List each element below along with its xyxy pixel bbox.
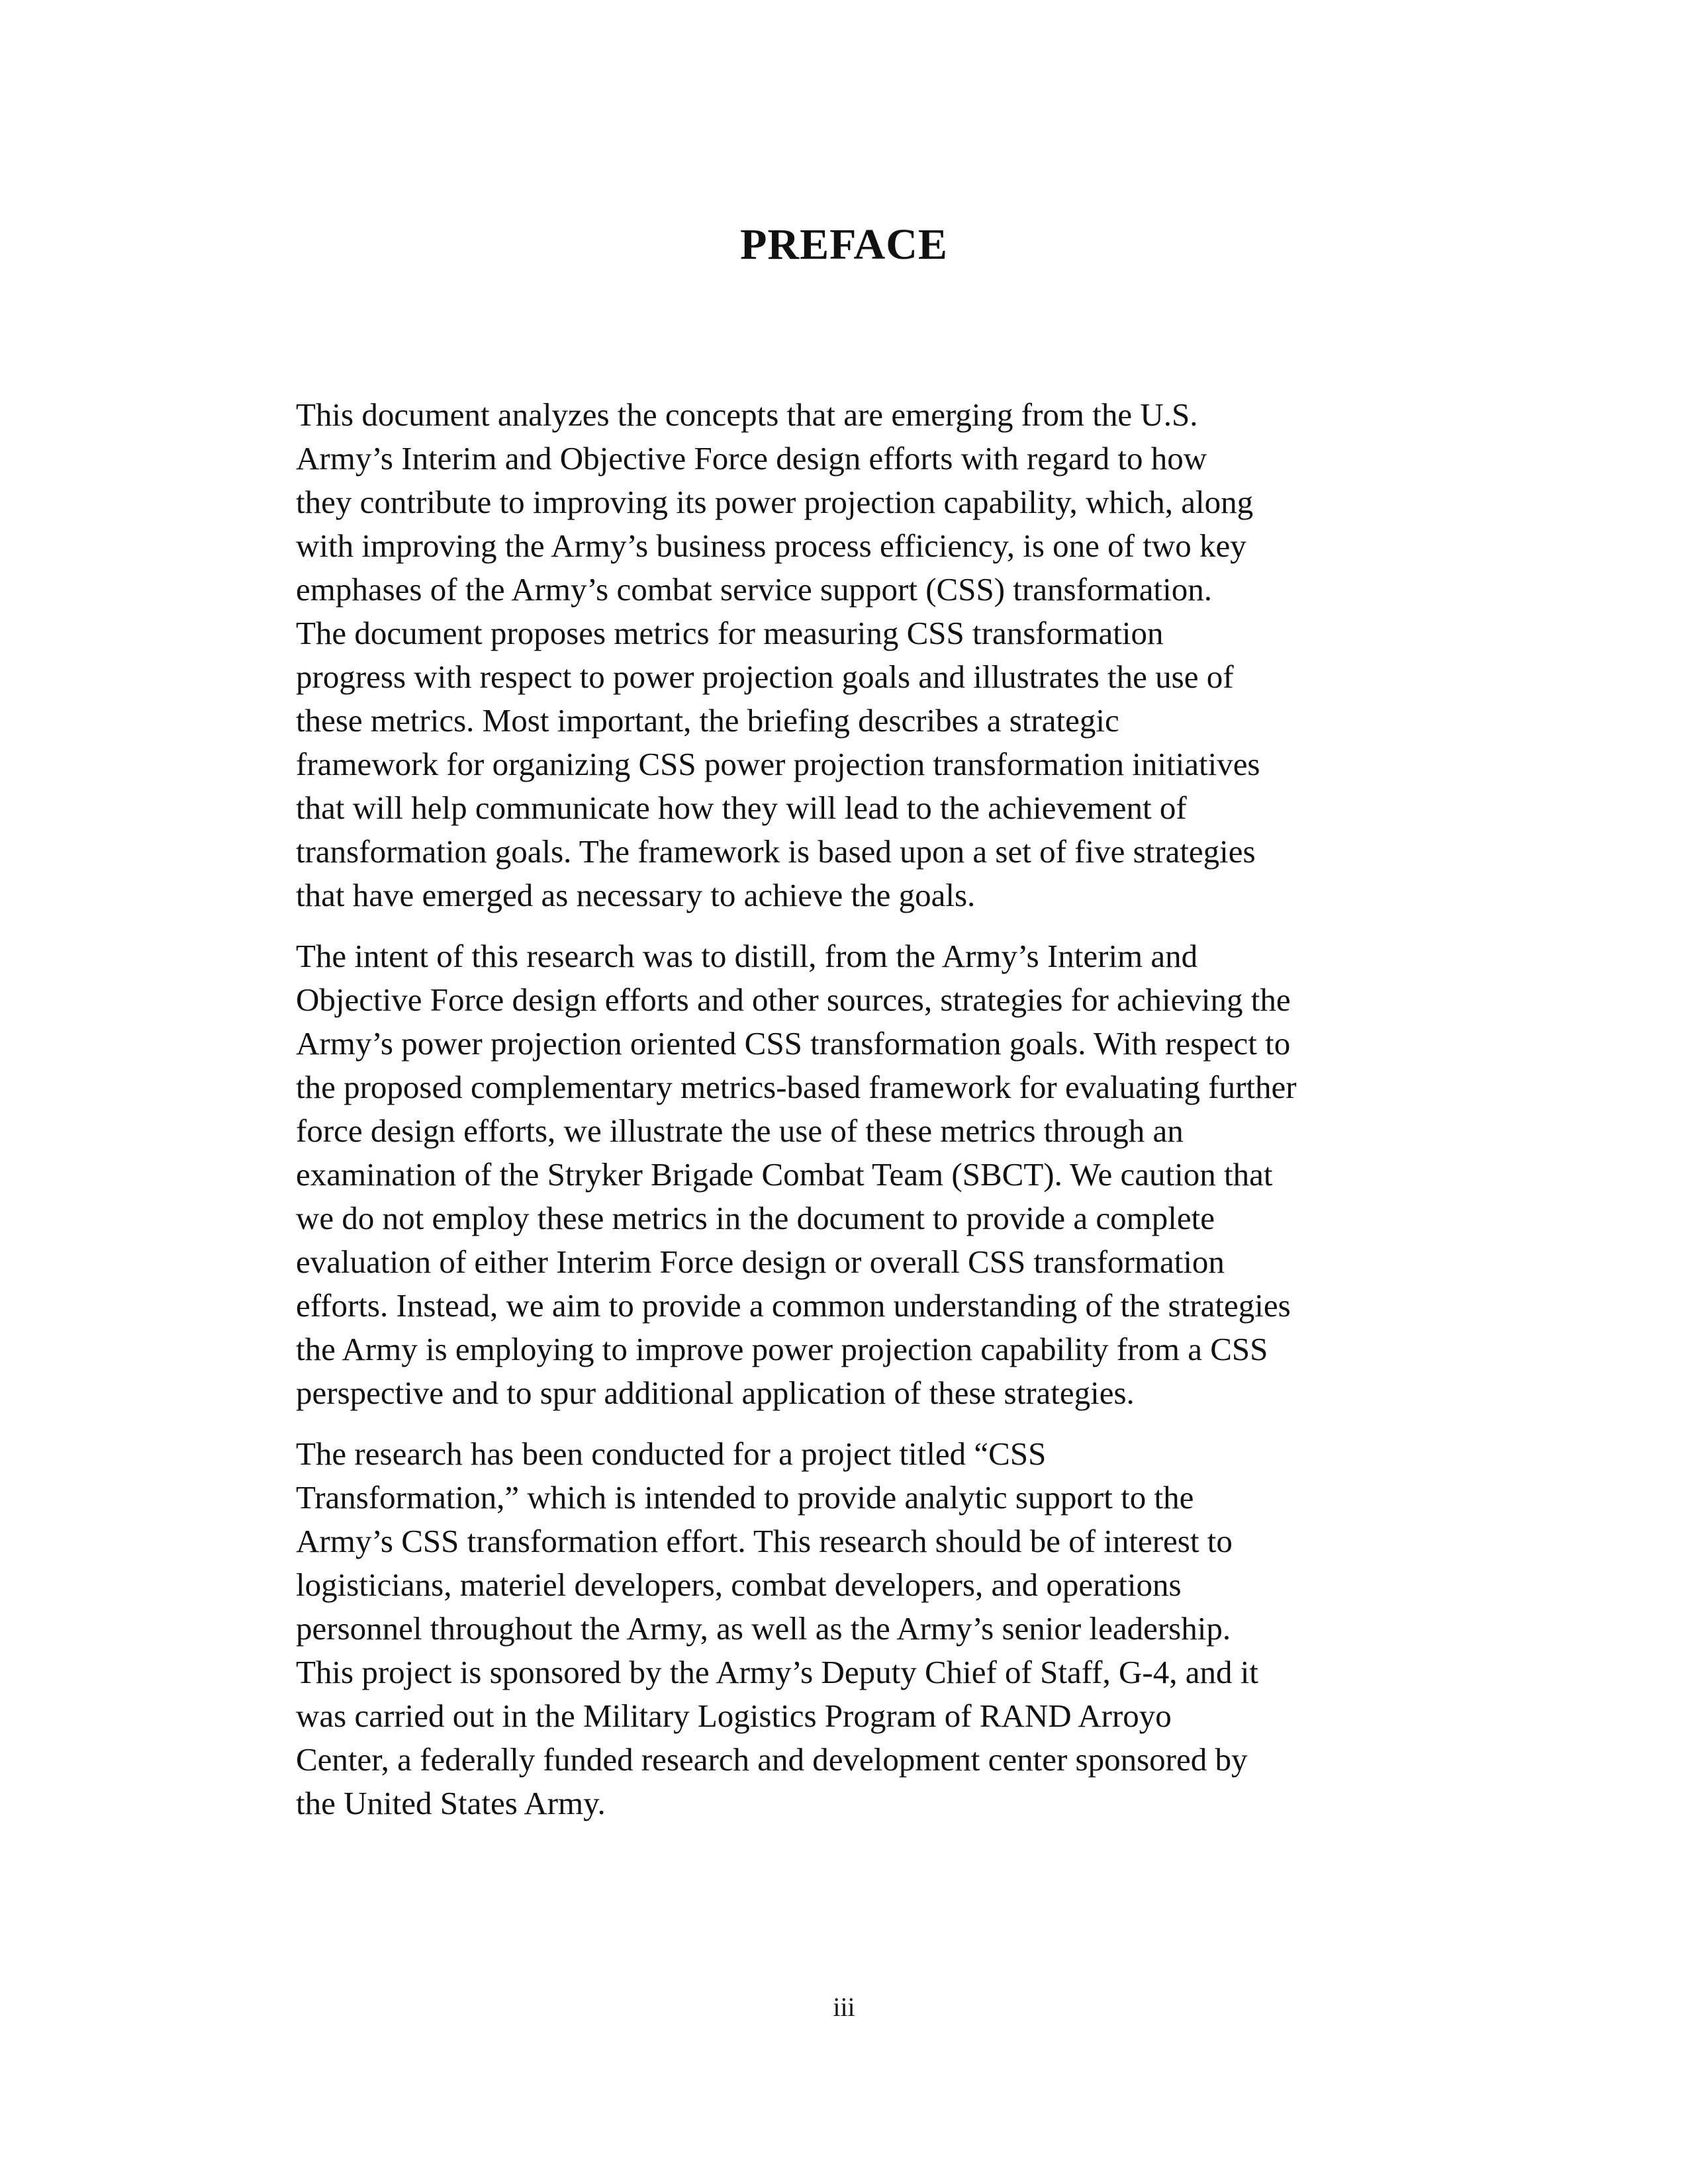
text-line: we do not employ these metrics in the document to provide a complete [296, 1200, 1215, 1236]
text-line: was carried out in the Military Logistics Program of RAND Arroyo [296, 1698, 1172, 1734]
page-number: iii [833, 1992, 855, 2022]
text-line: force design efforts, we illustrate the use of these metrics through an [296, 1113, 1184, 1149]
text-line: these metrics. Most important, the briefing describes a strategic [296, 702, 1119, 739]
text-line: The document proposes metrics for measuring CSS transformation [296, 615, 1164, 651]
text-line: efforts. Instead, we aim to provide a common understanding of the strategies [296, 1287, 1291, 1324]
paragraph-3 [296, 1432, 1461, 1825]
text-line: This project is sponsored by the Army’s Deputy Chief of Staff, G-4, and it [296, 1654, 1258, 1690]
text-line: progress with respect to power projection goals and illustrates the use of [296, 659, 1234, 695]
text-line: they contribute to improving its power projection capability, which, along [296, 484, 1254, 520]
text-line: framework for organizing CSS power projection transformation initiatives [296, 746, 1260, 782]
text-line: the United States Army. [296, 1785, 606, 1821]
preface-body [296, 393, 1461, 1843]
text-line: logisticians, materiel developers, combat developers, and operations [296, 1567, 1182, 1603]
text-line: with improving the Army’s business process efficiency, is one of two key [296, 527, 1246, 564]
text-line: Army’s CSS transformation effort. This research should be of interest to [296, 1523, 1233, 1559]
text-line: This document analyzes the concepts that are emerging from the U.S. [296, 396, 1198, 433]
text-line: Center, a federally funded research and development center sponsored by [296, 1741, 1248, 1778]
text-line: personnel throughout the Army, as well as the Army’s senior leadership. [296, 1610, 1231, 1647]
text-line: that will help communicate how they will lead to the achievement of [296, 790, 1187, 826]
text-line: perspective and to spur additional application of these strategies. [296, 1375, 1135, 1411]
text-line: examination of the Stryker Brigade Combat Team (SBCT). We caution that [296, 1156, 1273, 1193]
page-title: PREFACE [740, 220, 948, 269]
text-line: that have emerged as necessary to achieve the goals. [296, 877, 976, 913]
text-line: The intent of this research was to distill, from the Army’s Interim and [296, 938, 1198, 974]
text-line: Objective Force design efforts and other sources, strategies for achieving the [296, 981, 1291, 1018]
text-line: The research has been conducted for a project titled “CSS [296, 1435, 1047, 1472]
text-line: the proposed complementary metrics-based framework for evaluating further [296, 1069, 1297, 1105]
text-line: evaluation of either Interim Force design or overall CSS transformation [296, 1244, 1225, 1280]
text-line: emphases of the Army’s combat service support (CSS) transformation. [296, 571, 1212, 608]
paragraph-2 [296, 934, 1461, 1415]
text-line: Army’s Interim and Objective Force design efforts with regard to how [296, 440, 1207, 477]
text-line: Army’s power projection oriented CSS transformation goals. With respect to [296, 1025, 1291, 1062]
paragraph-1 [296, 393, 1461, 917]
text-line: Transformation,” which is intended to provide analytic support to the [296, 1479, 1194, 1516]
text-line: transformation goals. The framework is based upon a set of five strategies [296, 833, 1256, 870]
text-line: the Army is employing to improve power projection capability from a CSS [296, 1331, 1268, 1367]
